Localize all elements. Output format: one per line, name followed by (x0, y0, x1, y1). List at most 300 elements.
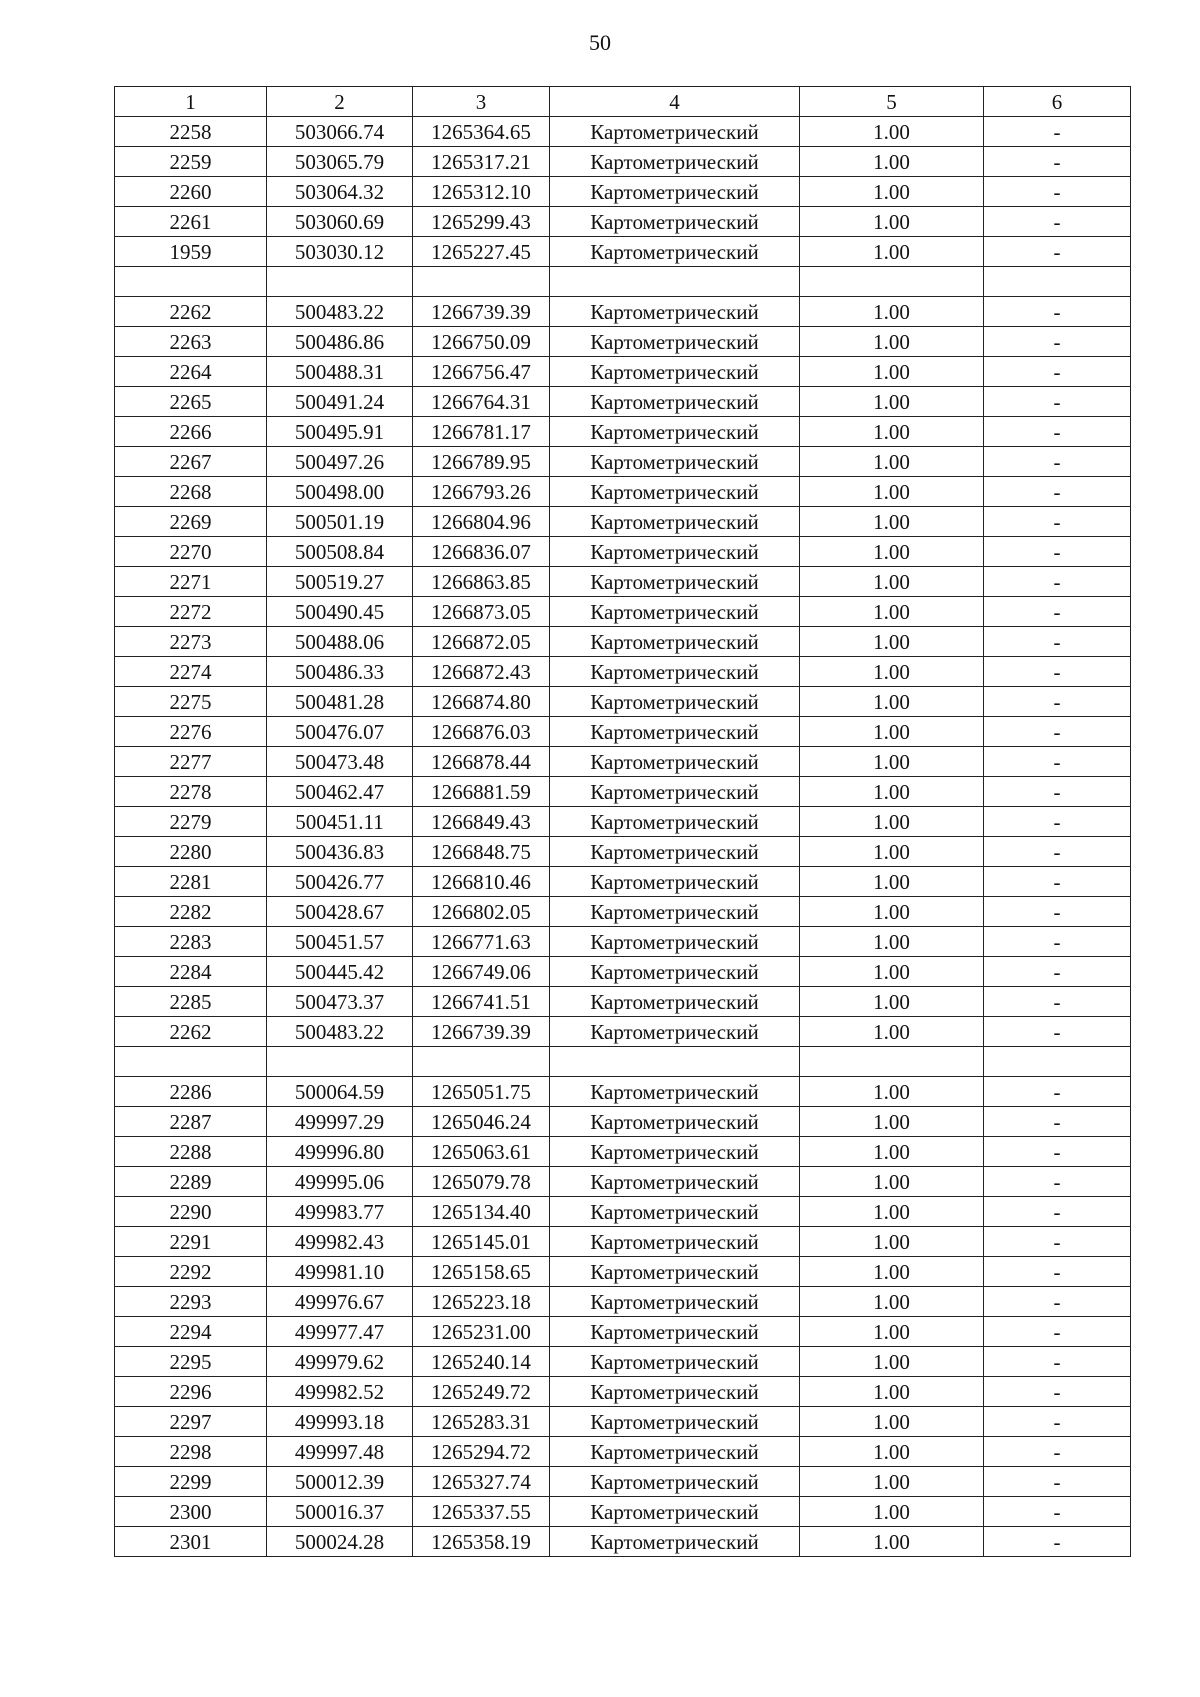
table-header (115, 87, 1131, 117)
method-cell: Картометрический (550, 1257, 800, 1287)
accuracy-cell: 1.00 (800, 567, 984, 597)
table-row (115, 747, 1131, 777)
header-cell-col-4: 4 (550, 87, 800, 117)
method-cell: Картометрический (550, 627, 800, 657)
table-row (115, 417, 1131, 447)
method-cell: Картометрический (550, 537, 800, 567)
method-cell: Картометрический (550, 567, 800, 597)
method-cell: Картометрический (550, 1167, 800, 1197)
table-row (115, 957, 1131, 987)
description-cell: - (984, 897, 1131, 927)
table-body (115, 117, 1131, 1557)
description-cell: - (984, 177, 1131, 207)
point-number-cell: 2270 (115, 537, 267, 567)
x-coordinate-cell (267, 267, 413, 297)
description-cell: - (984, 777, 1131, 807)
description-cell: - (984, 357, 1131, 387)
x-coordinate-cell: 500473.37 (267, 987, 413, 1017)
y-coordinate-cell: 1265294.72 (413, 1437, 550, 1467)
y-coordinate-cell: 1266789.95 (413, 447, 550, 477)
accuracy-cell: 1.00 (800, 987, 984, 1017)
y-coordinate-cell: 1266771.63 (413, 927, 550, 957)
y-coordinate-cell: 1266741.51 (413, 987, 550, 1017)
y-coordinate-cell: 1266793.26 (413, 477, 550, 507)
method-cell: Картометрический (550, 207, 800, 237)
point-number-cell: 2263 (115, 327, 267, 357)
y-coordinate-cell: 1266781.17 (413, 417, 550, 447)
point-number-cell: 2276 (115, 717, 267, 747)
table-row (115, 477, 1131, 507)
description-cell: - (984, 1317, 1131, 1347)
point-number-cell: 2259 (115, 147, 267, 177)
point-number-cell: 2300 (115, 1497, 267, 1527)
method-cell (550, 267, 800, 297)
description-cell: - (984, 147, 1131, 177)
method-cell: Картометрический (550, 147, 800, 177)
point-number-cell (115, 1047, 267, 1077)
accuracy-cell: 1.00 (800, 1317, 984, 1347)
description-cell: - (984, 477, 1131, 507)
point-number-cell: 2287 (115, 1107, 267, 1137)
method-cell: Картометрический (550, 1107, 800, 1137)
method-cell: Картометрический (550, 357, 800, 387)
accuracy-cell: 1.00 (800, 507, 984, 537)
point-number-cell: 2274 (115, 657, 267, 687)
accuracy-cell: 1.00 (800, 747, 984, 777)
description-cell: - (984, 1527, 1131, 1557)
x-coordinate-cell: 500428.67 (267, 897, 413, 927)
table-row (115, 777, 1131, 807)
accuracy-cell: 1.00 (800, 1227, 984, 1257)
x-coordinate-cell: 500486.86 (267, 327, 413, 357)
x-coordinate-cell: 500490.45 (267, 597, 413, 627)
y-coordinate-cell (413, 1047, 550, 1077)
description-cell: - (984, 1407, 1131, 1437)
accuracy-cell: 1.00 (800, 897, 984, 927)
point-number-cell: 2292 (115, 1257, 267, 1287)
description-cell: - (984, 1347, 1131, 1377)
table-row (115, 1167, 1131, 1197)
x-coordinate-cell: 500488.06 (267, 627, 413, 657)
accuracy-cell: 1.00 (800, 447, 984, 477)
y-coordinate-cell: 1266876.03 (413, 717, 550, 747)
x-coordinate-cell: 500473.48 (267, 747, 413, 777)
description-cell: - (984, 537, 1131, 567)
table-row (115, 147, 1131, 177)
header-cell-col-3: 3 (413, 87, 550, 117)
accuracy-cell: 1.00 (800, 867, 984, 897)
x-coordinate-cell: 499982.43 (267, 1227, 413, 1257)
y-coordinate-cell: 1266878.44 (413, 747, 550, 777)
accuracy-cell: 1.00 (800, 1287, 984, 1317)
method-cell: Картометрический (550, 1227, 800, 1257)
y-coordinate-cell: 1266849.43 (413, 807, 550, 837)
y-coordinate-cell: 1266872.05 (413, 627, 550, 657)
x-coordinate-cell: 500498.00 (267, 477, 413, 507)
table-row (115, 387, 1131, 417)
x-coordinate-cell: 500488.31 (267, 357, 413, 387)
method-cell: Картометрический (550, 327, 800, 357)
table-row (115, 537, 1131, 567)
table-row (115, 1407, 1131, 1437)
method-cell: Картометрический (550, 1317, 800, 1347)
description-cell: - (984, 687, 1131, 717)
point-number-cell: 2285 (115, 987, 267, 1017)
table-separator-row (115, 1047, 1131, 1077)
description-cell: - (984, 507, 1131, 537)
y-coordinate-cell: 1266848.75 (413, 837, 550, 867)
method-cell: Картометрический (550, 597, 800, 627)
y-coordinate-cell: 1266810.46 (413, 867, 550, 897)
accuracy-cell: 1.00 (800, 1407, 984, 1437)
x-coordinate-cell: 500426.77 (267, 867, 413, 897)
accuracy-cell: 1.00 (800, 117, 984, 147)
point-number-cell: 2261 (115, 207, 267, 237)
point-number-cell: 2298 (115, 1437, 267, 1467)
description-cell: - (984, 417, 1131, 447)
accuracy-cell: 1.00 (800, 327, 984, 357)
description-cell: - (984, 1437, 1131, 1467)
point-number-cell: 2281 (115, 867, 267, 897)
table-row (115, 237, 1131, 267)
x-coordinate-cell: 499993.18 (267, 1407, 413, 1437)
description-cell: - (984, 927, 1131, 957)
accuracy-cell: 1.00 (800, 357, 984, 387)
x-coordinate-cell: 500064.59 (267, 1077, 413, 1107)
point-number-cell: 2293 (115, 1287, 267, 1317)
y-coordinate-cell: 1265317.21 (413, 147, 550, 177)
y-coordinate-cell: 1265223.18 (413, 1287, 550, 1317)
method-cell: Картометрический (550, 747, 800, 777)
accuracy-cell: 1.00 (800, 1377, 984, 1407)
x-coordinate-cell: 500491.24 (267, 387, 413, 417)
point-number-cell: 2291 (115, 1227, 267, 1257)
table-row (115, 927, 1131, 957)
y-coordinate-cell: 1265145.01 (413, 1227, 550, 1257)
y-coordinate-cell: 1265283.31 (413, 1407, 550, 1437)
accuracy-cell: 1.00 (800, 837, 984, 867)
method-cell: Картометрический (550, 897, 800, 927)
y-coordinate-cell: 1265046.24 (413, 1107, 550, 1137)
accuracy-cell: 1.00 (800, 417, 984, 447)
page-number: 50 (589, 30, 611, 55)
method-cell: Картометрический (550, 687, 800, 717)
point-number-cell: 2294 (115, 1317, 267, 1347)
description-cell: - (984, 567, 1131, 597)
coordinates-table (114, 86, 1131, 1557)
y-coordinate-cell: 1266802.05 (413, 897, 550, 927)
method-cell: Картометрический (550, 1017, 800, 1047)
y-coordinate-cell: 1265240.14 (413, 1347, 550, 1377)
accuracy-cell: 1.00 (800, 177, 984, 207)
table-row (115, 867, 1131, 897)
accuracy-cell: 1.00 (800, 657, 984, 687)
y-coordinate-cell: 1265299.43 (413, 207, 550, 237)
description-cell: - (984, 867, 1131, 897)
x-coordinate-cell: 500016.37 (267, 1497, 413, 1527)
description-cell: - (984, 387, 1131, 417)
description-cell (984, 267, 1131, 297)
table-row (115, 357, 1131, 387)
description-cell: - (984, 627, 1131, 657)
description-cell: - (984, 1467, 1131, 1497)
method-cell: Картометрический (550, 297, 800, 327)
point-number-cell: 2296 (115, 1377, 267, 1407)
description-cell: - (984, 1257, 1131, 1287)
x-coordinate-cell: 499979.62 (267, 1347, 413, 1377)
method-cell: Картометрический (550, 1437, 800, 1467)
table-row (115, 327, 1131, 357)
point-number-cell: 2288 (115, 1137, 267, 1167)
x-coordinate-cell: 500436.83 (267, 837, 413, 867)
accuracy-cell: 1.00 (800, 687, 984, 717)
x-coordinate-cell: 499997.29 (267, 1107, 413, 1137)
x-coordinate-cell: 500483.22 (267, 297, 413, 327)
table-row (115, 447, 1131, 477)
description-cell: - (984, 327, 1131, 357)
point-number-cell: 2299 (115, 1467, 267, 1497)
y-coordinate-cell: 1265249.72 (413, 1377, 550, 1407)
accuracy-cell: 1.00 (800, 1497, 984, 1527)
table-row (115, 897, 1131, 927)
table-row (115, 1197, 1131, 1227)
accuracy-cell: 1.00 (800, 1107, 984, 1137)
x-coordinate-cell: 500451.57 (267, 927, 413, 957)
point-number-cell: 2268 (115, 477, 267, 507)
point-number-cell: 1959 (115, 237, 267, 267)
point-number-cell (115, 267, 267, 297)
point-number-cell: 2290 (115, 1197, 267, 1227)
x-coordinate-cell: 499976.67 (267, 1287, 413, 1317)
point-number-cell: 2267 (115, 447, 267, 477)
y-coordinate-cell: 1266739.39 (413, 1017, 550, 1047)
point-number-cell: 2278 (115, 777, 267, 807)
y-coordinate-cell: 1266863.85 (413, 567, 550, 597)
accuracy-cell: 1.00 (800, 1257, 984, 1287)
accuracy-cell: 1.00 (800, 1017, 984, 1047)
method-cell: Картометрический (550, 987, 800, 1017)
point-number-cell: 2266 (115, 417, 267, 447)
description-cell: - (984, 957, 1131, 987)
accuracy-cell: 1.00 (800, 1527, 984, 1557)
table-row (115, 297, 1131, 327)
accuracy-cell: 1.00 (800, 147, 984, 177)
description-cell: - (984, 1197, 1131, 1227)
x-coordinate-cell: 500483.22 (267, 1017, 413, 1047)
description-cell: - (984, 1377, 1131, 1407)
accuracy-cell: 1.00 (800, 297, 984, 327)
method-cell: Картометрический (550, 927, 800, 957)
table-row (115, 1497, 1131, 1527)
accuracy-cell: 1.00 (800, 387, 984, 417)
description-cell: - (984, 747, 1131, 777)
method-cell: Картометрический (550, 777, 800, 807)
table-row (115, 177, 1131, 207)
description-cell (984, 1047, 1131, 1077)
table-row (115, 1527, 1131, 1557)
table-row (115, 1467, 1131, 1497)
y-coordinate-cell: 1266764.31 (413, 387, 550, 417)
accuracy-cell: 1.00 (800, 1437, 984, 1467)
point-number-cell: 2284 (115, 957, 267, 987)
table-row (115, 687, 1131, 717)
x-coordinate-cell: 500495.91 (267, 417, 413, 447)
point-number-cell: 2272 (115, 597, 267, 627)
x-coordinate-cell: 499995.06 (267, 1167, 413, 1197)
y-coordinate-cell: 1266881.59 (413, 777, 550, 807)
method-cell: Картометрический (550, 1467, 800, 1497)
x-coordinate-cell: 500519.27 (267, 567, 413, 597)
method-cell: Картометрический (550, 1287, 800, 1317)
method-cell: Картометрический (550, 807, 800, 837)
method-cell: Картометрический (550, 1077, 800, 1107)
table-row (115, 1017, 1131, 1047)
method-cell: Картометрический (550, 117, 800, 147)
description-cell: - (984, 597, 1131, 627)
y-coordinate-cell: 1266874.80 (413, 687, 550, 717)
table-row (115, 597, 1131, 627)
accuracy-cell: 1.00 (800, 1167, 984, 1197)
description-cell: - (984, 1497, 1131, 1527)
method-cell: Картометрический (550, 477, 800, 507)
method-cell (550, 1047, 800, 1077)
table-row (115, 987, 1131, 1017)
description-cell: - (984, 1077, 1131, 1107)
method-cell: Картометрический (550, 387, 800, 417)
accuracy-cell: 1.00 (800, 927, 984, 957)
description-cell: - (984, 237, 1131, 267)
x-coordinate-cell: 503030.12 (267, 237, 413, 267)
header-row (115, 87, 1131, 117)
point-number-cell: 2275 (115, 687, 267, 717)
table-separator-row (115, 267, 1131, 297)
table-row (115, 1347, 1131, 1377)
table-row (115, 1287, 1131, 1317)
y-coordinate-cell: 1265227.45 (413, 237, 550, 267)
table-row (115, 1377, 1131, 1407)
method-cell: Картометрический (550, 1407, 800, 1437)
method-cell: Картометрический (550, 237, 800, 267)
y-coordinate-cell: 1265079.78 (413, 1167, 550, 1197)
table-row (115, 117, 1131, 147)
table-row (115, 207, 1131, 237)
y-coordinate-cell: 1265063.61 (413, 1137, 550, 1167)
method-cell: Картометрический (550, 1377, 800, 1407)
x-coordinate-cell: 499997.48 (267, 1437, 413, 1467)
y-coordinate-cell: 1266872.43 (413, 657, 550, 687)
table-row (115, 657, 1131, 687)
x-coordinate-cell: 503060.69 (267, 207, 413, 237)
table-row (115, 567, 1131, 597)
description-cell: - (984, 1227, 1131, 1257)
x-coordinate-cell: 503064.32 (267, 177, 413, 207)
method-cell: Картометрический (550, 417, 800, 447)
y-coordinate-cell: 1265231.00 (413, 1317, 550, 1347)
method-cell: Картометрический (550, 657, 800, 687)
x-coordinate-cell: 500476.07 (267, 717, 413, 747)
accuracy-cell (800, 1047, 984, 1077)
description-cell: - (984, 1107, 1131, 1137)
table-row (115, 1317, 1131, 1347)
table-row (115, 717, 1131, 747)
accuracy-cell: 1.00 (800, 1197, 984, 1227)
point-number-cell: 2273 (115, 627, 267, 657)
x-coordinate-cell: 503066.74 (267, 117, 413, 147)
y-coordinate-cell: 1265327.74 (413, 1467, 550, 1497)
accuracy-cell: 1.00 (800, 717, 984, 747)
description-cell: - (984, 657, 1131, 687)
description-cell: - (984, 717, 1131, 747)
y-coordinate-cell: 1265051.75 (413, 1077, 550, 1107)
table-row (115, 837, 1131, 867)
y-coordinate-cell (413, 267, 550, 297)
description-cell: - (984, 447, 1131, 477)
x-coordinate-cell: 500024.28 (267, 1527, 413, 1557)
point-number-cell: 2280 (115, 837, 267, 867)
table-row (115, 1077, 1131, 1107)
method-cell: Картометрический (550, 1497, 800, 1527)
y-coordinate-cell: 1265158.65 (413, 1257, 550, 1287)
x-coordinate-cell: 500481.28 (267, 687, 413, 717)
accuracy-cell: 1.00 (800, 1347, 984, 1377)
x-coordinate-cell: 500486.33 (267, 657, 413, 687)
y-coordinate-cell: 1266804.96 (413, 507, 550, 537)
point-number-cell: 2297 (115, 1407, 267, 1437)
method-cell: Картометрический (550, 867, 800, 897)
y-coordinate-cell: 1265358.19 (413, 1527, 550, 1557)
point-number-cell: 2277 (115, 747, 267, 777)
method-cell: Картометрический (550, 957, 800, 987)
x-coordinate-cell: 499983.77 (267, 1197, 413, 1227)
header-cell-col-5: 5 (800, 87, 984, 117)
table-row (115, 1437, 1131, 1467)
header-cell-col-6: 6 (984, 87, 1131, 117)
x-coordinate-cell: 500451.11 (267, 807, 413, 837)
header-cell-col-2: 2 (267, 87, 413, 117)
point-number-cell: 2282 (115, 897, 267, 927)
accuracy-cell: 1.00 (800, 777, 984, 807)
x-coordinate-cell: 499982.52 (267, 1377, 413, 1407)
point-number-cell: 2269 (115, 507, 267, 537)
method-cell: Картометрический (550, 1527, 800, 1557)
accuracy-cell: 1.00 (800, 237, 984, 267)
x-coordinate-cell: 499996.80 (267, 1137, 413, 1167)
x-coordinate-cell: 500012.39 (267, 1467, 413, 1497)
method-cell: Картометрический (550, 447, 800, 477)
y-coordinate-cell: 1265134.40 (413, 1197, 550, 1227)
header-cell-col-1: 1 (115, 87, 267, 117)
description-cell: - (984, 1287, 1131, 1317)
x-coordinate-cell: 503065.79 (267, 147, 413, 177)
table-row (115, 1257, 1131, 1287)
description-cell: - (984, 207, 1131, 237)
x-coordinate-cell: 499981.10 (267, 1257, 413, 1287)
x-coordinate-cell: 500501.19 (267, 507, 413, 537)
accuracy-cell: 1.00 (800, 1077, 984, 1107)
y-coordinate-cell: 1266873.05 (413, 597, 550, 627)
accuracy-cell: 1.00 (800, 1467, 984, 1497)
method-cell: Картометрический (550, 507, 800, 537)
method-cell: Картометрический (550, 717, 800, 747)
point-number-cell: 2262 (115, 297, 267, 327)
point-number-cell: 2279 (115, 807, 267, 837)
method-cell: Картометрический (550, 1197, 800, 1227)
y-coordinate-cell: 1266750.09 (413, 327, 550, 357)
accuracy-cell: 1.00 (800, 807, 984, 837)
point-number-cell: 2258 (115, 117, 267, 147)
table-row (115, 1107, 1131, 1137)
x-coordinate-cell: 499977.47 (267, 1317, 413, 1347)
